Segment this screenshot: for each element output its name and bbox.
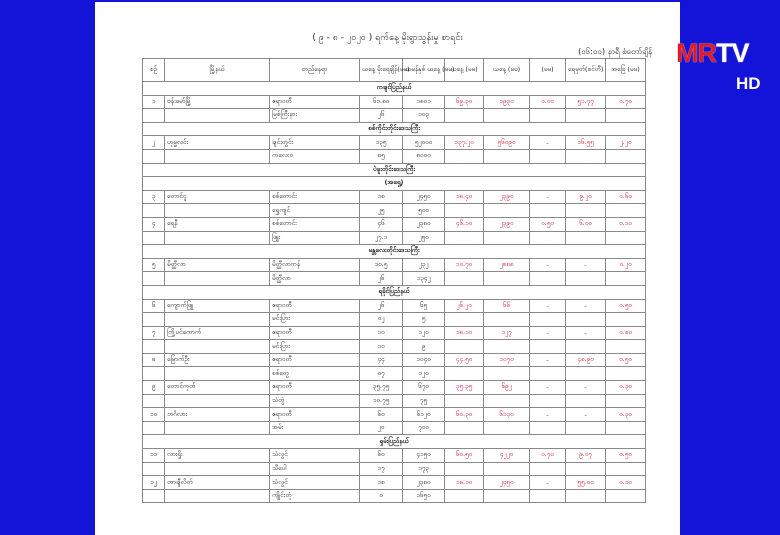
table-cell bbox=[484, 272, 530, 286]
column-header: ရေမှတ်(စင်တီ) bbox=[566, 59, 606, 82]
table-row bbox=[143, 353, 646, 367]
table-cell: ၁၈.၁၀ bbox=[445, 326, 484, 340]
table-cell: ၆၁.၈၀ bbox=[360, 95, 403, 109]
table-cell: - bbox=[566, 408, 606, 422]
table-cell bbox=[484, 421, 530, 435]
table-cell: - bbox=[566, 258, 606, 272]
table-cell bbox=[143, 109, 165, 123]
column-header: စဉ် bbox=[143, 59, 165, 82]
table-cell: ၆၉.၃၀ bbox=[445, 95, 484, 109]
table-cell bbox=[566, 149, 606, 163]
table-cell: ၂၆ bbox=[360, 272, 403, 286]
rainfall-table bbox=[142, 58, 646, 503]
table-cell bbox=[143, 489, 165, 503]
table-cell: ၀.၅၀ bbox=[606, 353, 646, 367]
table-cell: အမ်း bbox=[270, 421, 360, 435]
table-cell: ၄၆.၁၀ bbox=[445, 217, 484, 231]
table-cell: ကလေးဝ bbox=[270, 149, 360, 163]
table-cell: - bbox=[530, 353, 566, 367]
table-cell: ၁ bbox=[143, 95, 165, 109]
table-cell: - bbox=[530, 408, 566, 422]
table-cell bbox=[445, 489, 484, 503]
table-cell: ၀.၁၀ bbox=[606, 217, 646, 231]
table-cell bbox=[445, 340, 484, 354]
region-row bbox=[143, 177, 646, 191]
table-cell: ၅ bbox=[143, 258, 165, 272]
table-cell: ၀.၃၀ bbox=[606, 408, 646, 422]
table-cell: ၂၃၉၀ bbox=[484, 217, 530, 231]
table-cell bbox=[445, 394, 484, 408]
table-cell: ၁၂၇ bbox=[484, 326, 530, 340]
column-header: ယနေ့ (မမ) bbox=[484, 59, 530, 82]
table-cell bbox=[530, 109, 566, 123]
table-cell bbox=[165, 313, 270, 327]
logo-tv: TV bbox=[716, 38, 749, 68]
table-cell bbox=[445, 149, 484, 163]
table-cell: ၉.၂၀ bbox=[566, 190, 606, 204]
table-cell bbox=[566, 462, 606, 476]
region-label: စစ်ကိုင်းတိုင်းဒေသကြီး bbox=[143, 122, 646, 136]
mrtv-logo bbox=[676, 38, 776, 98]
region-row bbox=[143, 245, 646, 259]
table-cell: ၂၃၉၀ bbox=[484, 190, 530, 204]
table-cell: ၅၆၀၉၀ bbox=[484, 136, 530, 150]
table-cell bbox=[606, 149, 646, 163]
table-cell: ၀.၅၀ bbox=[606, 299, 646, 313]
table-cell: ၀ bbox=[360, 489, 403, 503]
table-cell: ၄၄.၅၀ bbox=[445, 353, 484, 367]
table-cell bbox=[530, 340, 566, 354]
table-cell bbox=[530, 204, 566, 218]
table-cell bbox=[606, 489, 646, 503]
table-cell: ၆၀ bbox=[360, 408, 403, 422]
table-cell: ၄၁၅၀ bbox=[403, 449, 445, 463]
table-cell bbox=[484, 313, 530, 327]
table-cell: ၃၅.၇၅ bbox=[360, 381, 403, 395]
table-cell: - bbox=[530, 190, 566, 204]
table-cell bbox=[484, 340, 530, 354]
table-cell bbox=[445, 272, 484, 286]
table-cell: - bbox=[530, 136, 566, 150]
table-cell bbox=[484, 489, 530, 503]
table-cell: ၁၀၃ bbox=[403, 109, 445, 123]
table-cell: ၆၅ bbox=[403, 299, 445, 313]
region-label: ကချင်ပြည်နယ် bbox=[143, 82, 646, 96]
table-cell: ၁၃၇.၂၀ bbox=[445, 136, 484, 150]
table-cell: ၅၂၀၀၀ bbox=[403, 136, 445, 150]
document-subtitle: (၀၆:၀၀) နာရီ စံတော်ချိန် bbox=[578, 47, 652, 56]
table-cell: ၀၇ bbox=[360, 367, 403, 381]
table-cell: ၂ bbox=[143, 136, 165, 150]
table-cell bbox=[143, 272, 165, 286]
table-cell: ၂၅ bbox=[360, 204, 403, 218]
table-cell bbox=[566, 313, 606, 327]
table-cell bbox=[165, 394, 270, 408]
table-cell: ၀.၃၀ bbox=[606, 381, 646, 395]
table-cell: တောင်ကုတ် bbox=[165, 381, 270, 395]
table-cell bbox=[530, 313, 566, 327]
column-header: မြို့နယ် bbox=[165, 59, 270, 82]
table-cell: - bbox=[530, 381, 566, 395]
region-label: မန္တလေးတိုင်းဒေသကြီး bbox=[143, 245, 646, 259]
table-cell: ချင်းတွင်း bbox=[270, 136, 360, 150]
table-row bbox=[143, 449, 646, 463]
left-blue-band bbox=[0, 0, 95, 535]
table-cell bbox=[445, 462, 484, 476]
table-cell: ဖြူး bbox=[270, 231, 360, 245]
table-cell: ၂၄၅၀ bbox=[484, 476, 530, 490]
table-cell: ၀.၈၀ bbox=[606, 326, 646, 340]
table-row bbox=[143, 109, 646, 123]
table-cell: ၀.၁၀ bbox=[606, 476, 646, 490]
table-cell: စစ်တောင်း bbox=[270, 217, 360, 231]
table-row bbox=[143, 489, 646, 503]
region-label: ပဲခူးတိုင်းဒေသကြီး bbox=[143, 163, 646, 177]
table-cell: ၄၄ bbox=[360, 353, 403, 367]
table-cell bbox=[606, 340, 646, 354]
table-cell bbox=[165, 489, 270, 503]
table-cell: ၁၆.၅၅ bbox=[566, 136, 606, 150]
table-row bbox=[143, 381, 646, 395]
table-header bbox=[143, 59, 646, 82]
table-cell bbox=[143, 149, 165, 163]
table-cell bbox=[165, 149, 270, 163]
table-cell bbox=[484, 149, 530, 163]
table-row bbox=[143, 476, 646, 490]
table-cell: ၀.၆၀ bbox=[606, 190, 646, 204]
table-cell bbox=[445, 231, 484, 245]
column-header: ယနေ့ မိုးရေချိန်(မမ) bbox=[360, 59, 403, 82]
table-cell: မိတ္ထီလာ bbox=[270, 272, 360, 286]
table-cell: တာချီလိတ် bbox=[165, 476, 270, 490]
table-cell: ကြို့ပင်ကောက် bbox=[165, 326, 270, 340]
table-cell: ၀.၀၀ bbox=[530, 95, 566, 109]
document-page bbox=[95, 2, 680, 535]
table-cell bbox=[143, 421, 165, 435]
table-cell: ၁၇၃ bbox=[403, 462, 445, 476]
table-cell: ၂၅၀ bbox=[403, 231, 445, 245]
table-cell bbox=[566, 340, 606, 354]
table-cell: ၀.၇၀ bbox=[530, 449, 566, 463]
table-cell: ၁၃၅ bbox=[360, 136, 403, 150]
table-row bbox=[143, 340, 646, 354]
table-cell: ဧရာဝတီ bbox=[270, 299, 360, 313]
table-cell bbox=[165, 367, 270, 381]
table-cell: မိတ္ထီလာကန် bbox=[270, 258, 360, 272]
table-cell bbox=[165, 421, 270, 435]
table-cell: ၆၉၂ bbox=[484, 381, 530, 395]
table-cell: ၉.၀၇ bbox=[566, 449, 606, 463]
table-cell bbox=[530, 462, 566, 476]
table-cell bbox=[566, 489, 606, 503]
table-cell: ၂၇.၁ bbox=[360, 231, 403, 245]
region-row bbox=[143, 285, 646, 299]
table-cell: ၉ bbox=[143, 381, 165, 395]
column-header: အခြေ (မမ) bbox=[606, 59, 646, 82]
table-cell bbox=[606, 394, 646, 408]
table-cell: ဧရာဝတီ bbox=[270, 353, 360, 367]
table-row bbox=[143, 421, 646, 435]
table-cell bbox=[484, 394, 530, 408]
table-row bbox=[143, 326, 646, 340]
table-row bbox=[143, 462, 646, 476]
table-cell: သီပေါ bbox=[270, 462, 360, 476]
table-cell: စစ်တောင်း bbox=[270, 190, 360, 204]
table-row bbox=[143, 258, 646, 272]
table-cell bbox=[566, 421, 606, 435]
table-cell: ၁၀၄၀ bbox=[403, 353, 445, 367]
table-cell bbox=[530, 367, 566, 381]
table-cell: - bbox=[530, 476, 566, 490]
table-cell: စစ်တွေ bbox=[270, 367, 360, 381]
table-cell: ၁၈.၁၀ bbox=[445, 476, 484, 490]
table-cell: ၃ bbox=[143, 190, 165, 204]
table-row bbox=[143, 299, 646, 313]
table-cell: မြောက်ဦး bbox=[165, 353, 270, 367]
region-row bbox=[143, 122, 646, 136]
table-cell: ၇၅ bbox=[403, 394, 445, 408]
table-cell: ၂၆ bbox=[360, 109, 403, 123]
table-cell bbox=[143, 367, 165, 381]
table-cell: တောင်ငူ bbox=[165, 190, 270, 204]
table-cell bbox=[143, 231, 165, 245]
table-cell: ကျိုင်းတုံ bbox=[270, 489, 360, 503]
table-cell: ၁၀.၇၀ bbox=[445, 258, 484, 272]
table-cell: ၁၂ bbox=[143, 476, 165, 490]
table-cell: လားရှိုး bbox=[165, 449, 270, 463]
table-cell: ၁၂၀ bbox=[403, 367, 445, 381]
table-cell bbox=[445, 204, 484, 218]
table-cell: ၄၆ bbox=[360, 217, 403, 231]
region-label: (အရှေ့) bbox=[143, 177, 646, 191]
table-cell: ဧရာဝတီ bbox=[270, 381, 360, 395]
column-header: (မမ) bbox=[530, 59, 566, 82]
table-row bbox=[143, 136, 646, 150]
table-cell: ၂.၂၀ bbox=[606, 136, 646, 150]
table-cell bbox=[143, 313, 165, 327]
table-cell bbox=[566, 394, 606, 408]
region-row bbox=[143, 82, 646, 96]
table-cell: ၄၂၂၀ bbox=[484, 449, 530, 463]
table-cell: ကျောက်ဖြူ bbox=[165, 299, 270, 313]
table-cell: ၁၀.၇၅ bbox=[360, 394, 403, 408]
table-cell: ၁၁ bbox=[143, 449, 165, 463]
table-cell bbox=[484, 204, 530, 218]
table-cell: ၆၁၂၀ bbox=[403, 408, 445, 422]
table-cell bbox=[143, 204, 165, 218]
table-cell: ၁၈ bbox=[360, 476, 403, 490]
table-cell: ၅၀၀ bbox=[403, 204, 445, 218]
table-cell: ၃၅.၃၅ bbox=[445, 381, 484, 395]
table-cell bbox=[165, 204, 270, 218]
table-cell bbox=[606, 272, 646, 286]
table-cell: ၁၉၃၀ bbox=[484, 95, 530, 109]
region-label: ရခိုင်ပြည်နယ် bbox=[143, 285, 646, 299]
logo-letter-m: M bbox=[676, 38, 698, 68]
table-cell bbox=[445, 313, 484, 327]
table-cell: ၀.၂၀ bbox=[606, 258, 646, 272]
table-cell: - bbox=[530, 258, 566, 272]
table-cell bbox=[606, 313, 646, 327]
table-cell bbox=[165, 231, 270, 245]
table-cell: ၀.၅၀ bbox=[606, 449, 646, 463]
table-cell: ၆၀.၅၀ bbox=[445, 449, 484, 463]
column-header: ယနေ့ (မမ) bbox=[445, 59, 484, 82]
table-row bbox=[143, 149, 646, 163]
table-cell: ၁၇ bbox=[360, 462, 403, 476]
table-cell: ၁၀ bbox=[360, 340, 403, 354]
table-cell: ၀.၅၀ bbox=[530, 217, 566, 231]
table-cell: ၂၆ bbox=[360, 299, 403, 313]
table-cell bbox=[606, 367, 646, 381]
table-cell: - bbox=[530, 326, 566, 340]
table-cell: သံတွဲ bbox=[270, 394, 360, 408]
table-cell: ၂၃၈၀ bbox=[403, 217, 445, 231]
table-cell: - bbox=[566, 381, 606, 395]
table-cell bbox=[165, 340, 270, 354]
table-cell: ၁၈.၄၀ bbox=[445, 190, 484, 204]
table-cell bbox=[165, 109, 270, 123]
table-row bbox=[143, 190, 646, 204]
table-cell: - bbox=[566, 299, 606, 313]
table-cell: ဗန်းမော်မြို့ bbox=[165, 95, 270, 109]
table-cell bbox=[143, 340, 165, 354]
table-cell: ဟုမ္မလင်း bbox=[165, 136, 270, 150]
table-cell bbox=[530, 394, 566, 408]
table-cell: - bbox=[566, 326, 606, 340]
logo-hd: HD bbox=[736, 74, 761, 93]
table-cell: မင်းပြား bbox=[270, 313, 360, 327]
table-cell bbox=[606, 462, 646, 476]
region-row bbox=[143, 163, 646, 177]
table-cell bbox=[445, 421, 484, 435]
table-cell: ၁၃၄၂ bbox=[403, 272, 445, 286]
table-cell: ဘင်္ဂလား bbox=[165, 408, 270, 422]
table-cell: ၆၆ bbox=[484, 299, 530, 313]
table-cell bbox=[606, 421, 646, 435]
table-cell bbox=[165, 272, 270, 286]
table-cell bbox=[484, 462, 530, 476]
table-cell: ၂၈၈၈ bbox=[484, 258, 530, 272]
table-cell bbox=[530, 231, 566, 245]
table-cell: ၈၅ bbox=[360, 149, 403, 163]
table-cell: ၂၀ bbox=[360, 421, 403, 435]
table-row bbox=[143, 217, 646, 231]
table-row bbox=[143, 408, 646, 422]
table-cell: ၇၀၀ bbox=[403, 421, 445, 435]
table-cell bbox=[606, 109, 646, 123]
table-cell bbox=[484, 109, 530, 123]
region-row bbox=[143, 435, 646, 449]
table-cell bbox=[606, 204, 646, 218]
table-cell: ၈၀၀၀ bbox=[403, 149, 445, 163]
table-cell bbox=[484, 231, 530, 245]
table-cell bbox=[530, 489, 566, 503]
table-cell: ၅၅.၀၀ bbox=[566, 476, 606, 490]
table-cell bbox=[484, 367, 530, 381]
table-cell bbox=[530, 272, 566, 286]
table-cell bbox=[165, 462, 270, 476]
table-cell: ၆၇၀ bbox=[403, 381, 445, 395]
table-cell: ၁၀.၅ bbox=[360, 258, 403, 272]
table-cell: ရွှေကျင် bbox=[270, 204, 360, 218]
table-cell bbox=[566, 231, 606, 245]
table-cell: ၇ bbox=[143, 326, 165, 340]
table-cell: ၀၂ bbox=[360, 313, 403, 327]
table-cell bbox=[445, 367, 484, 381]
table-cell: ၈ bbox=[143, 353, 165, 367]
table-cell bbox=[445, 109, 484, 123]
table-cell: ရေနီ bbox=[165, 217, 270, 231]
table-cell bbox=[530, 421, 566, 435]
table-cell: ၅၁.၇၇ bbox=[566, 95, 606, 109]
table-cell bbox=[530, 149, 566, 163]
table-cell bbox=[566, 272, 606, 286]
table-cell: ၁၀ bbox=[360, 326, 403, 340]
table-row bbox=[143, 231, 646, 245]
table-cell: ၄ bbox=[143, 217, 165, 231]
document-title: ( ၉ - ၈ - ၂၀၂၀ ) ရက်နေ့ မိုးရွာသွန်းမှု စာရင်း bbox=[312, 33, 463, 43]
table-cell: ၁၈ bbox=[360, 190, 403, 204]
table-cell: ၅ bbox=[403, 313, 445, 327]
table-row bbox=[143, 95, 646, 109]
table-row bbox=[143, 204, 646, 218]
table-cell: ဧရာဝတီ bbox=[270, 408, 360, 422]
table-cell: ဧရာဝတီ bbox=[270, 326, 360, 340]
table-cell bbox=[143, 394, 165, 408]
table-cell: ၆၁၃၀ bbox=[484, 408, 530, 422]
table-row bbox=[143, 367, 646, 381]
table-cell: မင်းပြား bbox=[270, 340, 360, 354]
table-cell bbox=[566, 109, 606, 123]
table-cell: ၂၃၂ bbox=[403, 258, 445, 272]
table-cell: ၄၈.၉၀ bbox=[566, 353, 606, 367]
table-cell: ၁၈၀၁ bbox=[403, 95, 445, 109]
region-label: ရှမ်းပြည်နယ် bbox=[143, 435, 646, 449]
table-cell: ၆၀.၃၀ bbox=[445, 408, 484, 422]
table-cell: ၂၃၈၀ bbox=[403, 476, 445, 490]
table-cell bbox=[143, 462, 165, 476]
table-cell: ၂၆.၂၀ bbox=[445, 299, 484, 313]
table-cell: ၁၆၅၀ bbox=[403, 489, 445, 503]
table-cell: ၀.၇၀ bbox=[606, 95, 646, 109]
table-cell: ၆၀ bbox=[360, 449, 403, 463]
table-cell: မြစ်ကြီးနား bbox=[270, 109, 360, 123]
table-cell: ၂၄၅၀ bbox=[403, 190, 445, 204]
table-cell bbox=[606, 231, 646, 245]
logo-letter-r: R bbox=[697, 38, 716, 68]
table-row bbox=[143, 313, 646, 327]
table-cell: ဧရာဝတီ bbox=[270, 95, 360, 109]
table-cell: ၆.၀၀ bbox=[566, 217, 606, 231]
table-cell: ၁၀ bbox=[143, 408, 165, 422]
table-row bbox=[143, 272, 646, 286]
table-row bbox=[143, 394, 646, 408]
table-cell: ၁၀၇၀ bbox=[484, 353, 530, 367]
table-cell: ၁၂၀ bbox=[403, 326, 445, 340]
table-cell: သံလွင် bbox=[270, 476, 360, 490]
table-cell bbox=[566, 204, 606, 218]
table-cell: - bbox=[530, 299, 566, 313]
table-cell: ၉ bbox=[403, 340, 445, 354]
column-header: ယမန်နှစ် ယနေ့ (မမ) bbox=[403, 59, 445, 82]
table-cell bbox=[566, 367, 606, 381]
table-cell: မိတ္ထီလာ bbox=[165, 258, 270, 272]
column-header: တည်နေရာ bbox=[270, 59, 360, 82]
table-cell: သံလွင် bbox=[270, 449, 360, 463]
table-cell: ၆ bbox=[143, 299, 165, 313]
